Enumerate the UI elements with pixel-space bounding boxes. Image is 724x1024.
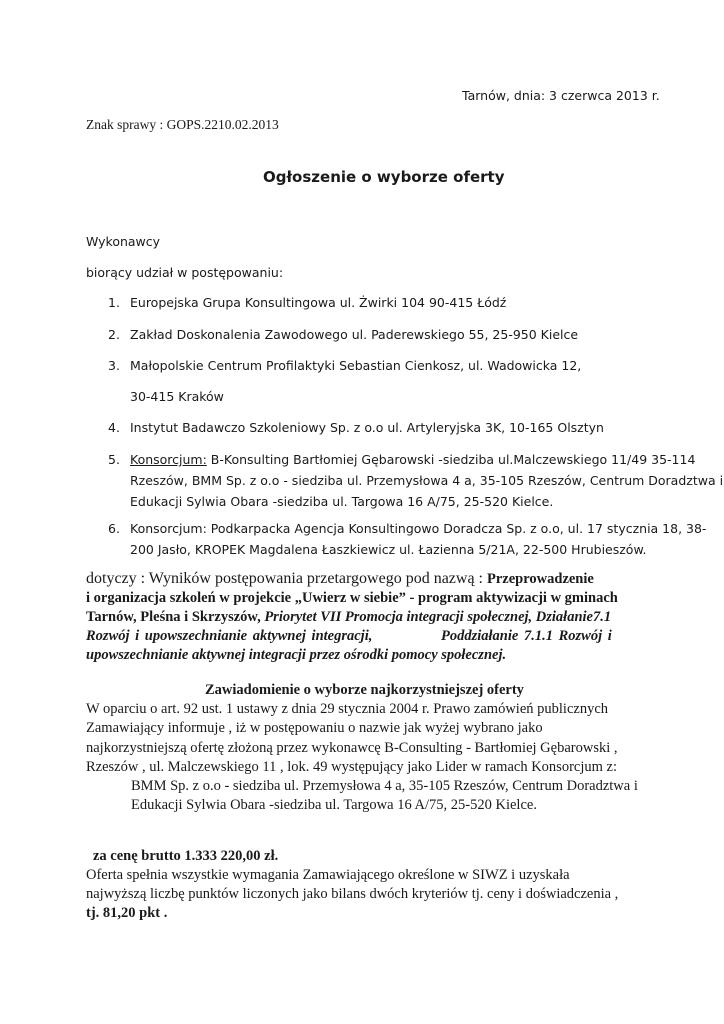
list-item-text: Zakład Doskonalenia Zawodowego ul. Paderewskiego 55, 25-950 Kielce (130, 327, 579, 342)
list-item-number: 1. (108, 295, 120, 310)
notice-line: W oparciu o art. 92 ust. 1 ustawy z dnia 29 stycznia 2004 r. Prawo zamówień publicznych (86, 701, 609, 717)
subject-line-4b: Poddziałanie 7.1.1 Rozwój i (441, 628, 612, 644)
price-desc-line: Oferta spełnia wszystkie wymagania Zamawiającego określone w SIWZ i uzyskała (86, 867, 570, 883)
price-desc-line: najwyższą liczbę punktów liczonych jako bilans dwóch kryteriów tj. ceny i doświadczenia , (86, 886, 619, 902)
consortium-label: Konsorcjum: (130, 452, 207, 467)
addressee-line-2: biorący udział w postępowaniu: (86, 265, 284, 280)
list-item-text: Europejska Grupa Konsultingowa ul. Żwirki 104 90-415 Łódź (130, 295, 507, 310)
list-item-number: 5. (108, 452, 120, 467)
price-line: za cenę brutto 1.333 220,00 zł. (93, 848, 279, 864)
list-item-text: 200 Jasło, KROPEK Magdalena Łaszkiewicz ul. Łazienna 5/21A, 22-500 Hrubieszów. (130, 542, 647, 557)
list-item-text: Konsorcjum: B-Konsulting Bartłomiej Gębarowski -siedziba ul.Malczewskiego 11/49 35-114 (130, 452, 696, 467)
subject-line-5: upowszechnianie aktywnej integracji przez ośrodki pomocy społecznej. (86, 647, 507, 663)
list-item-text: Małopolskie Centrum Profilaktyki Sebastian Cienkosz, ul. Wadowicka 12, (130, 358, 582, 373)
list-item-text: 30-415 Kraków (130, 389, 224, 404)
notice-heading: Zawiadomienie o wyborze najkorzystniejszej oferty (205, 682, 524, 698)
notice-line: najkorzystniejszą ofertę złożoną przez wykonawcę B-Consulting - Bartłomiej Gębarowski , (86, 740, 618, 756)
subject-line-3: Tarnów, Pleśna i Skrzyszów, Priorytet VII Promocja integracji społecznej, Działanie7.1 (86, 609, 612, 625)
subject-line-2: i organizacja szkoleń w projekcie „Uwierz w siebie” - program aktywizacji w gminach (86, 590, 618, 606)
notice-indent-line: BMM Sp. z o.o - siedziba ul. Przemysłowa 4 a, 35-105 Rzeszów, Centrum Doradztwa i (131, 778, 638, 794)
notice-indent-line: Edukacji Sylwia Obara -siedziba ul. Targowa 16 A/75, 25-520 Kielce. (131, 797, 537, 813)
list-item-number: 3. (108, 358, 120, 373)
notice-line: Rzeszów , ul. Malczewskiego 11 , lok. 49 występujący jako Lider w ramach Konsorcjum z: (86, 759, 617, 775)
points-value: tj. 81,20 pkt . (86, 905, 168, 921)
list-item-number: 6. (108, 521, 120, 536)
notice-line: Zamawiający informuje , iż w postępowaniu o nazwie jak wyżej wybrano jako (86, 720, 543, 736)
addressee-line-1: Wykonawcy (86, 234, 161, 249)
subject-line-1: dotyczy : Wyników postępowania przetargowego pod nazwą : Przeprowadzenie (86, 570, 594, 587)
case-number: Znak sprawy : GOPS.2210.02.2013 (86, 117, 279, 132)
list-item-text: Konsorcjum: Podkarpacka Agencja Konsultingowo Doradcza Sp. z o.o, ul. 17 stycznia 18, 38- (130, 521, 707, 536)
date-line: Tarnów, dnia: 3 czerwca 2013 r. (462, 88, 660, 103)
list-item-number: 2. (108, 327, 120, 342)
list-item-number: 4. (108, 420, 120, 435)
list-item-text: Instytut Badawczo Szkoleniowy Sp. z o.o ul. Artyleryjska 3K, 10-165 Olsztyn (130, 420, 604, 435)
list-item-text: Rzeszów, BMM Sp. z o.o - siedziba ul. Przemysłowa 4 a, 35-105 Rzeszów, Centrum Doradztwa i (130, 473, 724, 488)
list-item-text: Edukacji Sylwia Obara -siedziba ul. Targowa 16 A/75, 25-520 Kielce. (130, 494, 554, 509)
subject-line-4: Rozwój i upowszechnianie aktywnej integracji, (86, 628, 373, 644)
page-title: Ogłoszenie o wyborze oferty (263, 168, 505, 186)
